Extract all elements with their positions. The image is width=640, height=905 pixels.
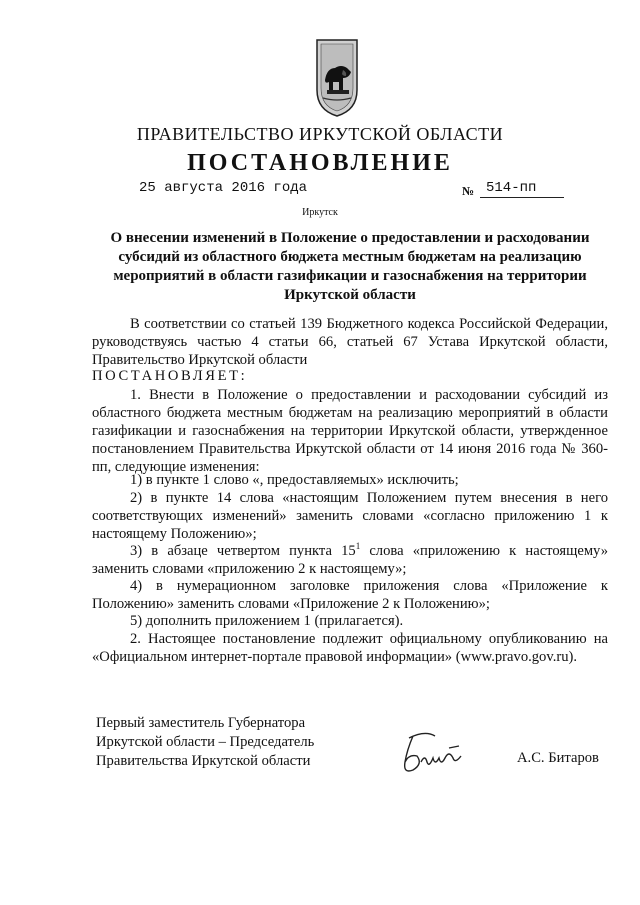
resolve-heading: ПОСТАНОВЛЯЕТ: [92, 368, 248, 384]
signatory-title-line-3: Правительства Иркутской области [96, 753, 311, 769]
subitem-3-superscript: 1 [355, 541, 361, 552]
subitem-1-paragraph: 1) в пункте 1 слово «, предоставляемых» исключить; [130, 472, 459, 488]
signatory-title-line-2: Иркутской области – Председатель [96, 734, 315, 750]
subitem-3-text-after: слова «приложению к настоящему» заменить словами «приложению 2 к настоящему»; [92, 543, 609, 577]
preamble-paragraph: В соответствии со статьей 139 Бюджетного кодекса Российской Федерации, руководствуясь частью 4 статьи 66, статьей 67 Устава Иркутской области, Правительство Иркутской области [92, 316, 608, 368]
handwritten-signature [395, 728, 475, 778]
document-number: 514-пп [480, 180, 564, 198]
document-title: О внесении изменений в Положение о предоставлении и расходовании субсидий из областного бюджета местным бюджетам на реализацию мероприятий в области газификации и газоснабжения на территории Иркутской области [110, 230, 590, 303]
document-city: Иркутск [302, 207, 338, 218]
item-2-paragraph: 2. Настоящее постановление подлежит официальному опубликованию на «Официальном интернет-портале правовой информации» (www.pravo.gov.ru). [92, 631, 608, 665]
authority-name: ПРАВИТЕЛЬСТВО ИРКУТСКОЙ ОБЛАСТИ [136, 124, 504, 144]
signatory-title-line-1: Первый заместитель Губернатора [96, 715, 306, 731]
document-date: 25 августа 2016 года [139, 180, 308, 196]
subitem-4-paragraph: 4) в нумерационном заголовке приложения слова «Приложение к Положению» заменить словами «Приложение 2 к Положению»; [92, 578, 608, 612]
subitem-3-paragraph [92, 543, 608, 579]
subitem-2-paragraph: 2) в пункте 14 слова «настоящим Положением путем внесения в него соответствующих изменений» заменить словами «согласно приложению 1 к настоящему Положению»; [92, 490, 608, 542]
number-sign: № [462, 184, 475, 198]
subitem-5-paragraph: 5) дополнить приложением 1 (прилагается). [130, 613, 404, 629]
subitem-3-text-before: 3) в абзаце четвертом пункта 15 [130, 543, 356, 559]
item-1-paragraph: 1. Внести в Положение о предоставлении и расходовании субсидий из областного бюджета местным бюджетам на реализацию мероприятий в области газификации и газоснабжения на территории Иркутской области, утвержденное постановлением Правительства Иркутской области от 14 июня 2016 года № 360-пп, следующие изменения: [92, 387, 608, 475]
document-type: ПОСТАНОВЛЕНИЕ [187, 150, 453, 176]
coat-of-arms-emblem [313, 38, 361, 118]
signatory-name: А.С. Битаров [517, 750, 599, 766]
